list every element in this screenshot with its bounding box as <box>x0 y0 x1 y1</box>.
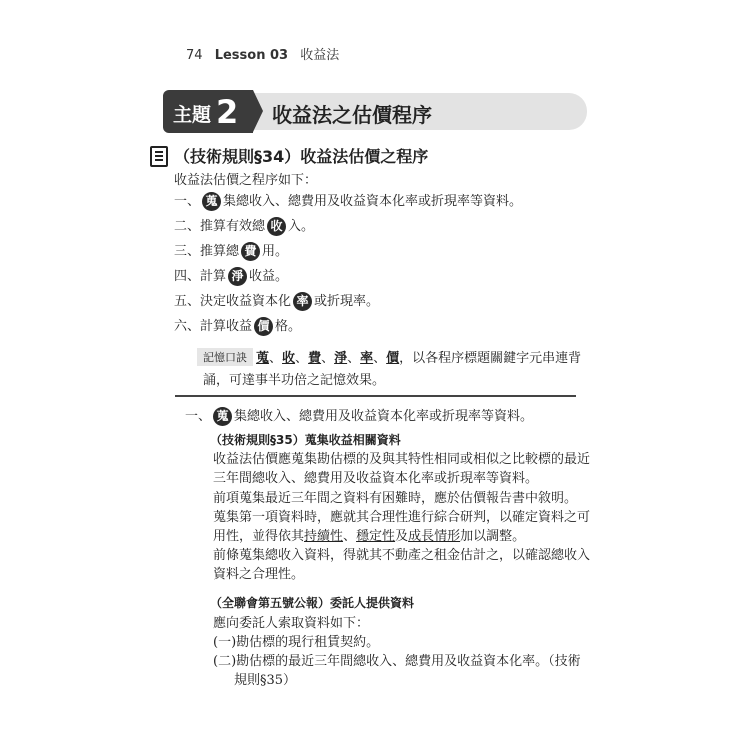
bulletin-item: (一)勘估標的現行租賃契約。 <box>213 635 380 650</box>
step-1: 一、 蒐 集總收入、總費用及收益資本化率或折現率等資料。 <box>174 194 523 209</box>
step-key-circle: 蒐 <box>202 192 221 211</box>
step-6: 六、計算收益 價 格。 <box>174 319 302 334</box>
divider <box>175 395 576 397</box>
section-intro: 收益法估價之程序如下： <box>174 173 318 188</box>
lesson-label: Lesson 03 <box>214 48 289 63</box>
step-key-circle: 淨 <box>228 267 247 286</box>
bulletin-intro: 應向委託人索取資料如下： <box>213 616 370 631</box>
bulletin-item: (二)勘估標的最近三年間總收入、總費用及收益資本化率。（技術 <box>213 654 581 669</box>
step-key-circle: 蒐 <box>213 407 232 426</box>
step-key-circle: 率 <box>293 292 312 311</box>
document-icon <box>150 146 168 167</box>
step-4: 四、計算 淨 收益。 <box>174 269 289 284</box>
mnemonic-label: 記憶口訣 <box>197 348 253 366</box>
detail-item-1: 一、 蒐 集總收入、總費用及收益資本化率或折現率等資料。 <box>185 409 534 424</box>
section-heading: （技術規則§34）收益法估價之程序 <box>174 147 429 166</box>
step-key-circle: 價 <box>254 317 273 336</box>
rule35-line: 前項蒐集最近三年間之資料有困難時，應於估價報告書中敘明。 <box>213 491 578 506</box>
rule35-line: 三年間總收入、總費用及收益資本化率或折現率等資料。 <box>213 471 539 486</box>
rule35-line: 資料之合理性。 <box>213 567 305 582</box>
step-key-circle: 費 <box>241 242 260 261</box>
topic-title: 收益法之估價程序 <box>272 103 432 127</box>
topic-tag <box>163 90 253 133</box>
step-2: 二、推算有效總 收 入。 <box>174 219 315 234</box>
page-header <box>186 44 339 63</box>
mnemonic-text: 蒐、收、費、淨、率、價，以各程序標題關鍵字元串連背 <box>256 351 582 366</box>
rule35-line: 用性，並得依其持續性、穩定性及成長情形加以調整。 <box>213 529 526 544</box>
page-number: 74 <box>186 48 203 63</box>
topic-tag-number: 2 <box>216 93 239 131</box>
mnemonic-text-cont: 誦，可達事半功倍之記憶效果。 <box>203 373 386 388</box>
step-5: 五、決定收益資本化 率 或折現率。 <box>174 294 380 309</box>
rule35-line: 蒐集第一項資料時，應就其合理性進行綜合研判，以確定資料之可 <box>213 510 591 525</box>
rule35-line: 前條蒐集總收入資料，得就其不動產之租金估計之，以確認總收入 <box>213 548 591 563</box>
topic-tag-arrow <box>253 90 263 132</box>
step-3: 三、推算總 費 用。 <box>174 244 289 259</box>
topic-tag-word: 主題 <box>173 104 212 126</box>
rule35-title: （技術規則§35）蒐集收益相關資料 <box>210 433 401 447</box>
step-key-circle: 收 <box>267 217 286 236</box>
bulletin-title: （全聯會第五號公報）委託人提供資料 <box>210 596 415 610</box>
chapter-title: 收益法 <box>300 48 340 63</box>
rule35-line: 收益法估價應蒐集勘估標的及與其特性相同或相似之比較標的最近 <box>213 452 591 467</box>
bulletin-item-cont: 規則§35） <box>234 673 297 688</box>
